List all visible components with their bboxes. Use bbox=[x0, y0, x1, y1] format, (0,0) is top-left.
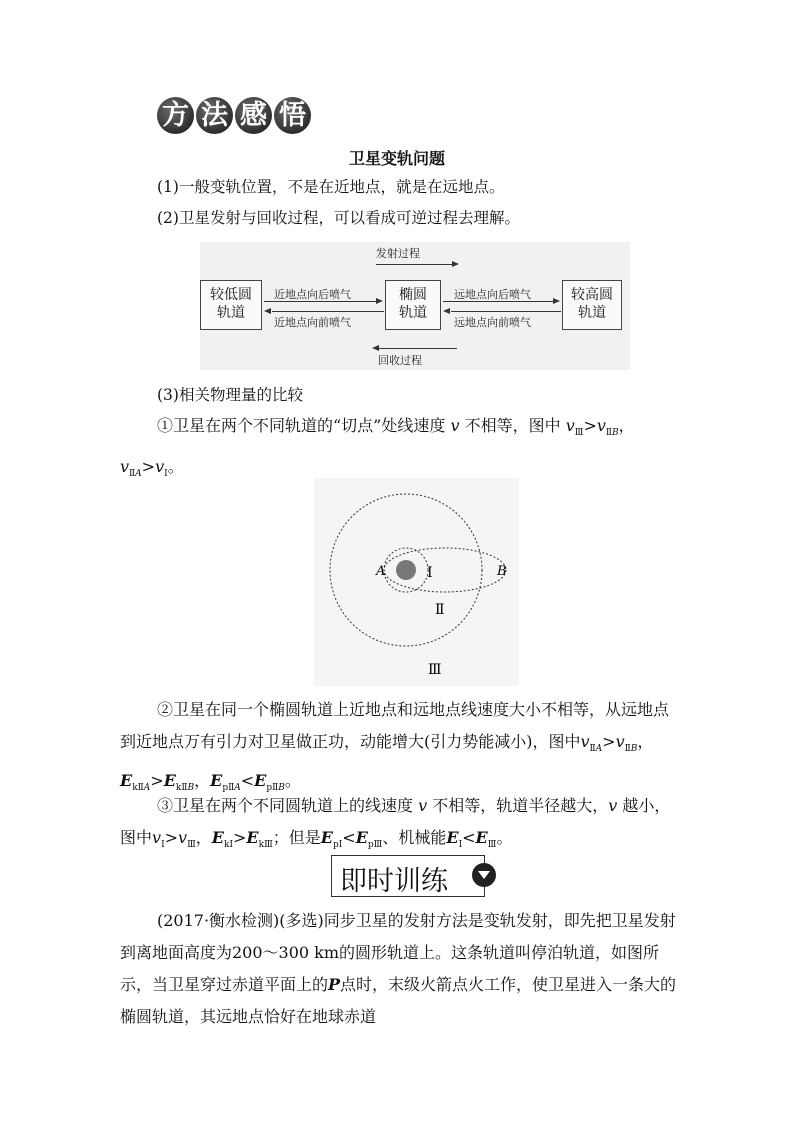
recover-arrow bbox=[379, 348, 457, 349]
c3-text-e: 、机械能 bbox=[382, 828, 447, 847]
practice-banner-text: 即时训练 bbox=[340, 866, 448, 897]
apogee-backward-label: 远地点向后喷气 bbox=[454, 288, 531, 301]
method-badge bbox=[157, 97, 311, 135]
q-point-P: P bbox=[328, 975, 341, 994]
c3-text-b: 不相等，轨道半径越大， bbox=[432, 796, 609, 815]
q-text-a: (2017·衡水检测)(多选)同步卫星的发射方法是变轨发射，即先把卫星发射到离地面高度为200～300 km的圆形轨道上。这条轨道叫停泊轨道，如图所示，当卫星穿过赤道平面上的 bbox=[120, 911, 676, 994]
badge-char: 感 bbox=[235, 97, 272, 134]
arrow-right-2 bbox=[443, 301, 553, 302]
higher-circular-orbit-box bbox=[562, 280, 622, 330]
arrowhead-right-icon bbox=[553, 298, 560, 304]
box-line: 轨道 bbox=[578, 305, 606, 321]
launch-arrow bbox=[376, 264, 454, 265]
c3-text-c: 越小，图中 bbox=[120, 796, 671, 847]
perigee-forward-label: 近地点向前喷气 bbox=[274, 316, 351, 329]
arrowhead-left-icon bbox=[264, 308, 271, 314]
lower-circular-orbit-box bbox=[200, 280, 262, 330]
c1-text-c: 。 bbox=[167, 457, 184, 477]
earth-icon bbox=[396, 560, 416, 580]
badge-char: 方 bbox=[157, 97, 194, 134]
point-3: (3)相关物理量的比较 bbox=[157, 386, 303, 404]
box-line: 椭圆 bbox=[399, 287, 427, 303]
arrowhead-left-icon bbox=[372, 345, 379, 351]
arrow-right-1 bbox=[264, 301, 376, 302]
point-2: (2)卫星发射与回收过程，可以看成可逆过程去理解。 bbox=[157, 209, 520, 227]
practice-banner bbox=[331, 855, 485, 897]
elliptical-orbit-box bbox=[385, 280, 441, 330]
c1-text-a: ①卫星在两个不同轨道的“切点”处线速度 bbox=[157, 416, 446, 435]
orbit-diagram bbox=[314, 478, 519, 686]
comparison-1: ①卫星在两个不同轨道的“切点”处线速度 v 不相等，图中 $v_Ⅲ>v_{ⅡB}$，$v_{ⅡA}>v_Ⅰ$。 bbox=[120, 416, 635, 480]
arrowhead-right-icon bbox=[376, 298, 383, 304]
perigee-backward-label: 近地点向后喷气 bbox=[274, 288, 351, 301]
comparison-3: ③卫星在两个不同圆轨道上的线速度 v 不相等，轨道半径越大，v 越小，图中$v_Ⅰ>v_Ⅲ$，$E_{kⅠ}>E_{kⅢ}$；但是$E_{pⅠ}<E_{pⅢ}$、机械能$E_Ⅰ<E_Ⅲ$。 bbox=[120, 796, 671, 851]
arrowhead-right-icon bbox=[452, 261, 459, 267]
section-heading: 卫星变轨问题 bbox=[348, 149, 445, 168]
box-line: 较高圆 bbox=[571, 287, 613, 303]
point-1: (1)一般变轨位置，不是在近地点，就是在远地点。 bbox=[157, 178, 505, 196]
triangle-down-icon bbox=[472, 863, 496, 887]
box-line: 轨道 bbox=[399, 305, 427, 321]
q-text-b: 点时，末级火箭点火工作，使卫星进入一条大的椭圆轨道，其远地点恰好在地球赤道 bbox=[120, 975, 677, 1026]
label-I: Ⅰ bbox=[427, 565, 433, 581]
comparison-2: ②卫星在同一个椭圆轨道上近地点和远地点线速度大小不相等，从远地点到近地点万有引力对卫星做正功，动能增大(引力势能减小)，图中$v_{ⅡA}>v_{ⅡB}$，$E_{kⅡA}>E_{kⅡB}$，$E_{pⅡA}<E_{pⅡB}$。 bbox=[120, 700, 670, 794]
arrowhead-left-icon bbox=[443, 308, 450, 314]
c3-text-d: ；但是 bbox=[272, 828, 321, 847]
label-III: Ⅲ bbox=[428, 662, 442, 678]
badge-char: 法 bbox=[196, 97, 233, 134]
c1-text-b: 不相等，图中 bbox=[464, 416, 561, 435]
question-text bbox=[120, 905, 680, 1033]
box-line: 轨道 bbox=[217, 305, 245, 321]
badge-char: 悟 bbox=[274, 97, 311, 134]
c3-text-a: ③卫星在两个不同圆轨道上的线速度 bbox=[157, 796, 414, 815]
orbit-transfer-flow-diagram bbox=[200, 242, 630, 370]
label-B: B bbox=[497, 564, 507, 579]
launch-process-label: 发射过程 bbox=[376, 247, 420, 260]
arrow-left-1 bbox=[272, 311, 384, 312]
label-A: A bbox=[376, 564, 386, 579]
arrow-left-2 bbox=[451, 311, 561, 312]
c2-text-a: ②卫星在同一个椭圆轨道上近地点和远地点线速度大小不相等，从远地点到近地点万有引力对卫星做正功，动能增大(引力势能减小)，图中 bbox=[120, 700, 670, 751]
box-line: 较低圆 bbox=[210, 287, 252, 303]
label-II: Ⅱ bbox=[435, 602, 445, 618]
orbit-svg bbox=[314, 478, 519, 686]
recover-process-label: 回收过程 bbox=[378, 354, 422, 367]
apogee-forward-label: 远地点向前喷气 bbox=[454, 316, 531, 329]
